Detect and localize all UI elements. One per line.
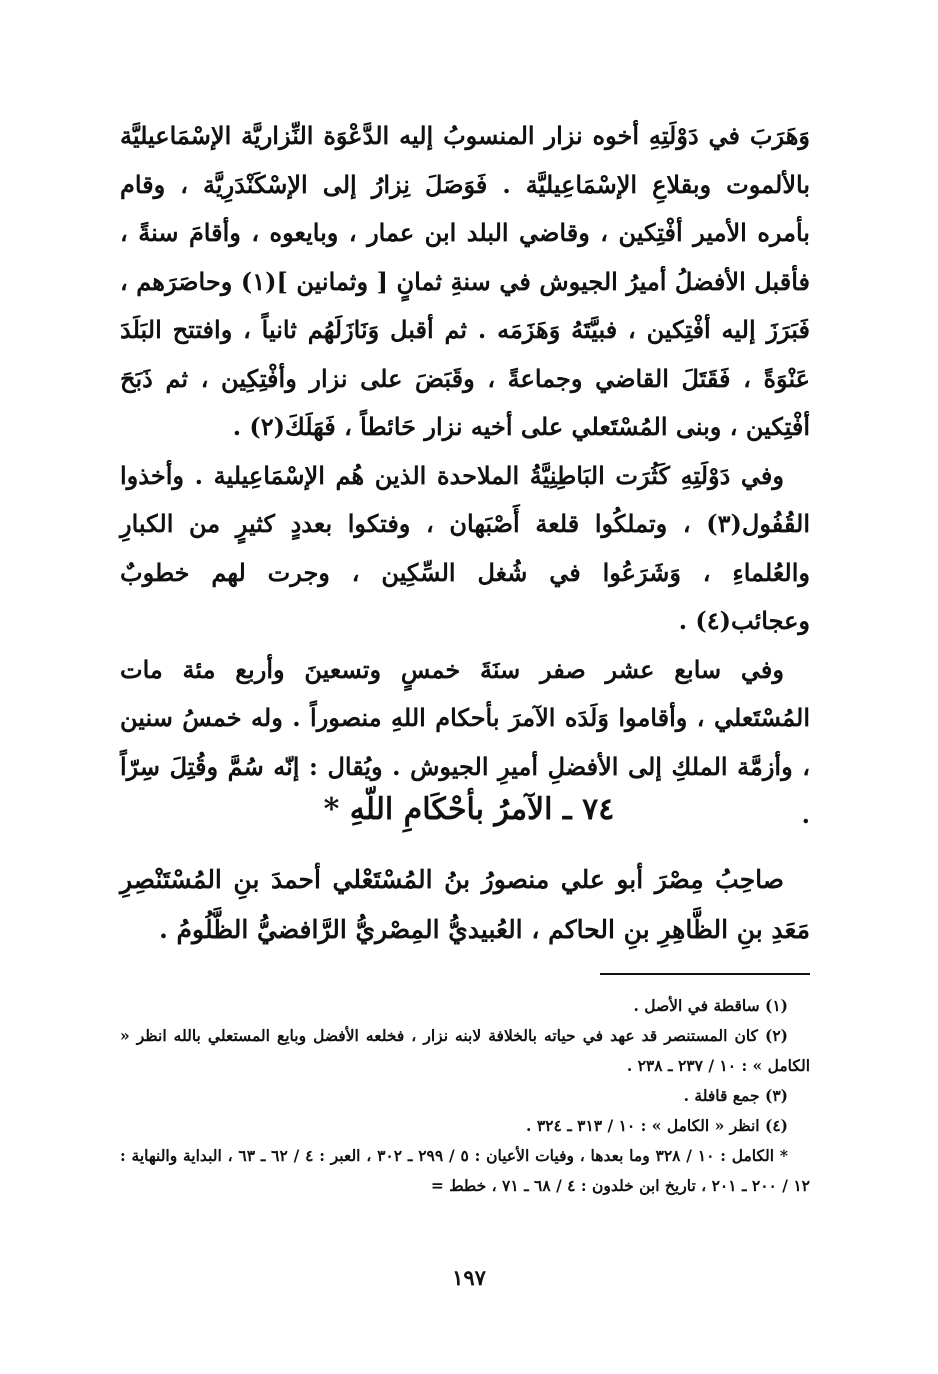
section-heading: ٧٤ ـ الآمرُ بأحْكَامِ اللّهِ * — [323, 792, 615, 827]
biography-paragraph: صاحِبُ مِصْرَ أبو علي منصورُ بنُ المُسْتَعْلي أحمدَ بنِ المُسْتَنْصِرِ مَعَدِ بنِ الظَّاهِرِ بنِ الحاكم ، العُبيديُّ المِصْريُّ الرَّافضيُّ الظَّلُومُ . — [120, 865, 810, 944]
paragraph-death-of-mustali: وفي سابع عشر صفر سنَةَ خمسٍ وتسعينَ وأربع مئة مات المُسْتَعلي ، وأقاموا وَلَدَه الآمرَ بأحكام اللهِ منصوراً . وله خمسُ سنين ، وأزمَّة الملكِ إلى الأفضلِ أميرِ الجيوش . ويُقال : إنّه سُمَّ وقُتِلَ سِرّاً . — [120, 654, 811, 829]
paragraph-nizar-revolt: وَهَرَبَ في دَوْلَتِهِ أخوه نزار المنسوبُ إليه الدَّعْوَة النِّزاريَّة الإسْمَاعيليَّة بالألموت وبقلاعِ الإسْمَاعِيليَّة . فَوَصَلَ نِزارُ إلى الإسْكَنْدَرِيَّة ، وقام بأمره الأمير أفْتِكين ، وقاضي البلد ابن عمار ، وبايعوه ، وأقامَ سنةً ، فأقبل الأفضلُ أميرُ الجيوش في سنةِ ثمانٍ [ وثمانين ](١) وحاصَرَهم ، فَبَرَزَ إليه أفْتِكين ، فبيَّتَهُ وَهَزَمَه . ثم أقبل وَنَازَلَهُم ثانياً ، وافتتح البَلَدَ عَنْوَةً ، فَقَتَلَ القاضي وجماعةً ، وقَبَضَ على نزار وأفْتِكِين ، ثم ذَبَحَ أفْتِكين ، وبنى المُسْتَعلي على أخيه نزار حَائطاً ، فَهَلَكَ(٢) . — [120, 121, 810, 441]
footnotes — [120, 991, 810, 1201]
footnote-sources: * الكامل : ١٠ / ٣٢٨ وما بعدها ، وفيات الأعيان : ٥ / ٢٩٩ ـ ٣٠٢ ، العبر : ٤ / ٦٢ ـ ٦٣ ، البداية والنهاية : ١٢ / ٢٠٠ ـ ٢٠١ ، تاريخ ابن خلدون : ٤ / ٦٨ ـ ٧١ ، خطط = — [120, 1146, 810, 1195]
page-number: ١٩٧ — [452, 1265, 486, 1290]
main-text-body — [120, 112, 810, 840]
footnote-1: (١) ساقطة في الأصل . — [633, 996, 788, 1015]
section-text-body — [120, 855, 810, 955]
paragraph-batiniyya: وفي دَوْلَتِهِ كَثُرَت البَاطِنِيَّةُ الملاحدة الذين هُم الإسْمَاعِيلية . وأخذوا القُفُول(٣) ، وتملكُوا قلعة أَصْبَهان ، وفتكوا بعددٍ كثيرٍ من الكبارِ والعُلماءِ ، وَشَرَعُوا في شُغل السِّكِين ، وجرت لهم خطوبٌ وعجائب(٤) . — [120, 460, 810, 635]
footnote-3: (٣) جمع قافلة . — [683, 1086, 788, 1105]
footnote-separator — [600, 973, 810, 975]
footnote-2: (٢) كان المستنصر قد عهد في حياته بالخلافة لابنه نزار ، فخلعه الأفضل وبايع المستعلي بالله انظر « الكامل » : ١٠ / ٢٣٧ ـ ٢٣٨ . — [120, 1026, 810, 1075]
footnote-4: (٤) انظر « الكامل » : ١٠ / ٣١٣ ـ ٣٢٤ . — [526, 1116, 788, 1135]
